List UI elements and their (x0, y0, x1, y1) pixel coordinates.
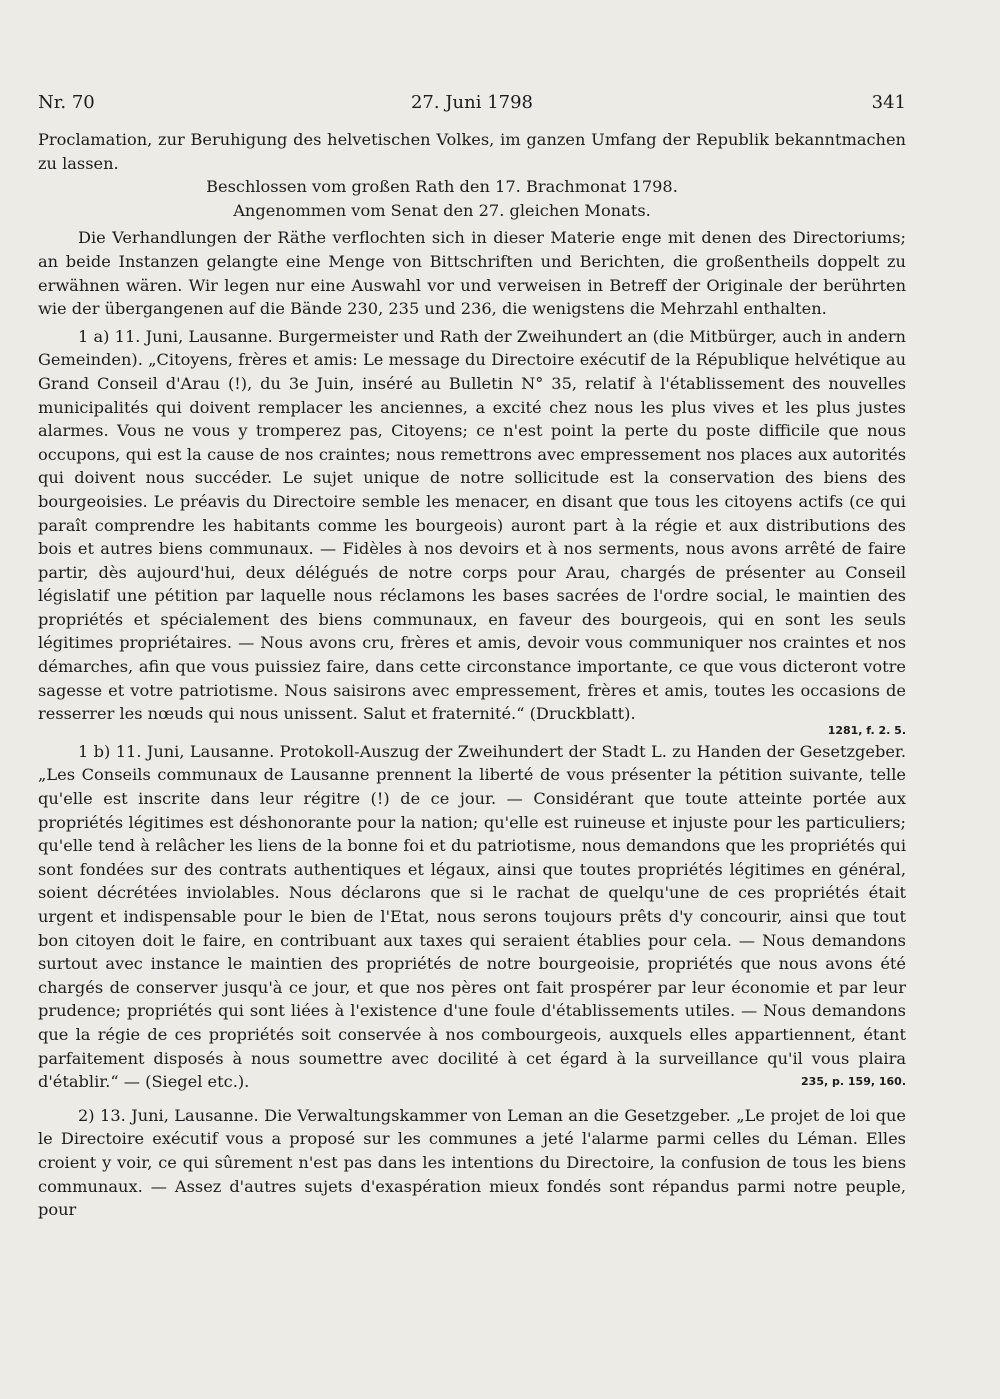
paragraph-2: 2) 13. Juni, Lausanne. Die Verwaltungskammer von Leman an die Gesetzgeber. „Le projet de loi que le Directoire exécutif vous a proposé sur les communes a jeté l'alarme parmi celles du Léman. Elles croient y voir, ce qui sûrement n'est pas dans les intentions du Directoire, la confusion de tous les biens communaux. — Assez d'autres sujets d'exaspération mieux fondés sont répandus parmi notre peuple, pour (38, 1105, 906, 1220)
header-date: 27. Juni 1798 (410, 92, 534, 113)
resolution-great-council: Beschlossen vom großen Rath den 17. Brachmonat 1798. (206, 177, 678, 197)
paragraph-editorial-note: Die Verhandlungen der Räthe verflochten sich in dieser Materie enge mit denen des Directoriums; an beide Instanzen gelangte eine Menge von Bittschriften und Berichten, die großentheils doppelt zu erwähnen wären. Wir legen nur eine Auswahl vor und verweisen in Betreff der Originale der berührten wie der übergangenen auf die Bände 230, 235 und 236, die wenigstens die Mehrzahl enthalten. (38, 228, 906, 319)
archive-reference-1b: 235, p. 159, 160. (801, 1075, 906, 1089)
page-number: 341 (871, 92, 906, 113)
intro-line: Proclamation, zur Beruhigung des helvetischen Volkes, im ganzen Umfang der Republik bekanntmachen zu lassen. (38, 130, 906, 173)
paragraph-1b (38, 740, 906, 1094)
paragraph-1a: 1 a) 11. Juni, Lausanne. Burgermeister und Rath der Zweihundert an (die Mitbürger, auch in andern Gemeinden). „Citoyens, frères et amis: Le message du Directoire exécutif de la République helvétique au Grand Conseil d'Arau (!), du 3e Juin, inséré au Bulletin N° 35, relatif à l'établissement des nouvelles municipalités qui doivent remplacer les anciennes, a excité chez nous les plus vives et les plus justes alarmes. Vous ne vous y tromperez pas, Citoyens; ce n'est point la perte du poste difficile que nous occupons, qui est la cause de nos craintes; nous remettrons avec empressement nos places aux autorités qui doivent nous succéder. Le sujet unique de notre sollicitude est la conservation des biens des bourgeoisies. Le préavis du Directoire semble les menacer, en disant que tous les citoyens actifs (ce qui paraît comprendre les habitants comme les bourgeois) auront part à la régie et aux distributions des bois et autres biens communaux. — Fidèles à nos devoirs et à nos serments, nous avons arrêté de faire partir, dès aujourd'hui, deux délégués de notre corps pour Arau, chargés de présenter au Conseil législatif une pétition par laquelle nous réclamons les bases sacrées de l'ordre social, le maintien des propriétés et spécialement des biens communaux, en faveur des bourgeois, qui en sont les seuls légitimes propriétaires. — Nous avons cru, frères et amis, devoir vous communiquer nos craintes et nos démarches, afin que vous puissiez faire, dans cette circonstance importante, ce que vous dicteront votre sagesse et votre patriotisme. Nous saisirons avec empressement, frères et amis, toutes les occasions de resserrer les nœuds qui nous unissent. Salut et fraternité.“ (Druckblatt). (38, 326, 906, 724)
paragraph-1b-text: 1 b) 11. Juni, Lausanne. Protokoll-Auszug der Zweihundert der Stadt L. zu Handen der Gesetzgeber. „Les Conseils communaux de Lausanne prennent la liberté de vous présenter la pétition suivante, telle qu'elle est inscrite dans leur régitre (!) de ce jour. — Considérant que toute atteinte portée aux propriétés légitimes est déshonorante pour la nation; qu'elle est ruineuse et injuste pour les particuliers; qu'elle tend à relâcher les liens de la bonne foi et du patriotisme, nous demandons que les propriétés qui sont fondées sur des contrats authentiques et légaux, ainsi que toutes propriétés légitimes en général, soient décrétées inviolables. Nous déclarons que si le rachat de quelqu'une de ces propriétés était urgent et indispensable pour le bien de l'Etat, nous serons toujours prêts d'y concourir, ainsi que tout bon citoyen doit le faire, en contribuant aux taxes qui seraient établies pour cela. — Nous demandons surtout avec instance le maintien des propriétés de notre bourgeoisie, propriétés que nous avons été chargés de conserver jusqu'à ce jour, et que nos pères ont fait prospérer par leur économie et par leur prudence; propriétés qui sont liées à l'existence d'une foule d'établissements utiles. — Nous demandons que la régie de ces propriétés soit conservée à nos combourgeois, auxquels elles appartiennent, étant parfaitement disposés à nous soumettre avec docilité à cet égard à la surveillance qu'il vous plaira d'établir.“ — (Siegel etc.). (38, 741, 906, 1092)
resolution-senate: Angenommen vom Senat den 27. gleichen Monats. (233, 200, 651, 220)
document-number: Nr. 70 (38, 92, 95, 113)
archive-reference-1a: 1281, f. 2. 5. (827, 723, 906, 737)
body-text (38, 128, 906, 1222)
running-header (38, 92, 906, 120)
